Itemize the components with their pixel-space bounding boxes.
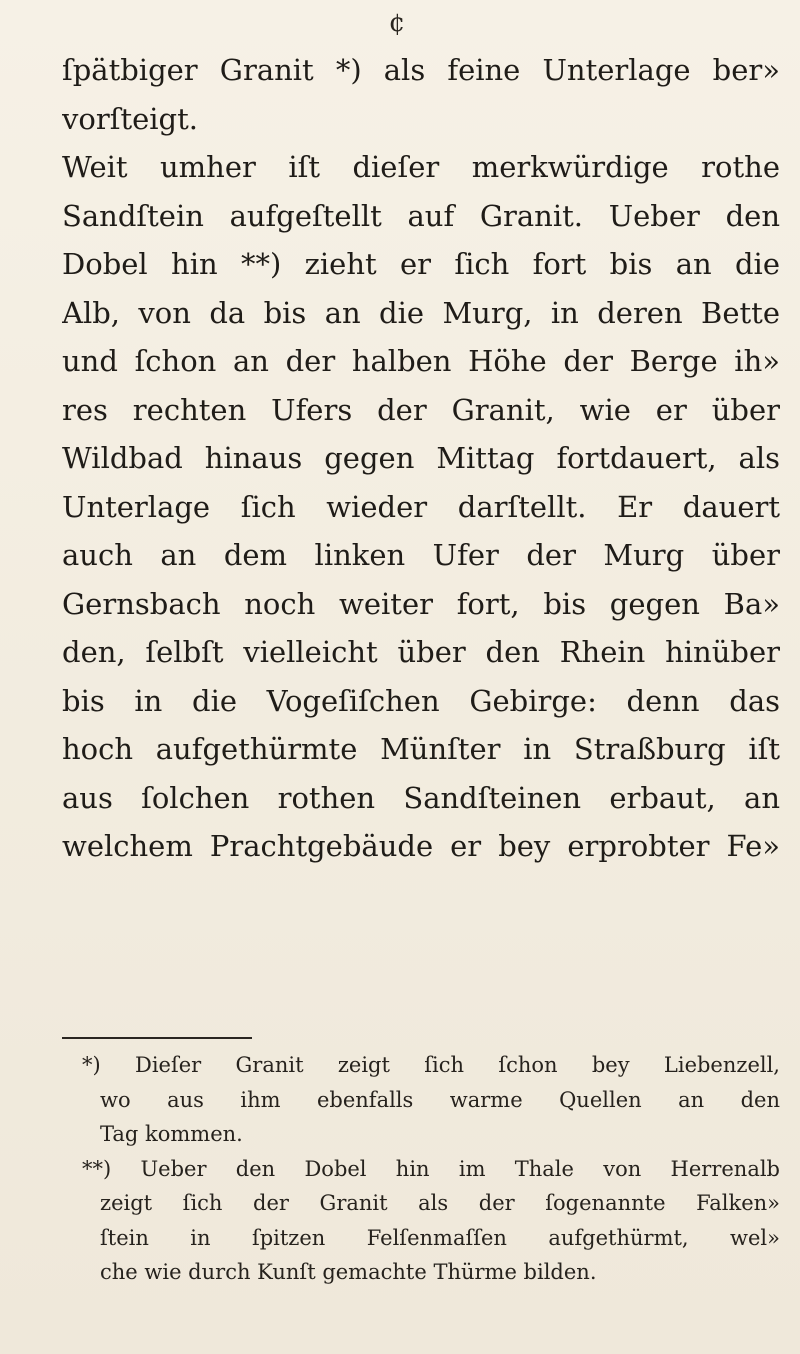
footnote-line: wo aus ihm ebenfalls warme Quellen an den xyxy=(100,1087,780,1112)
body-line: Unterlage ſich wieder darſtellt. Er dauert xyxy=(62,489,780,524)
signature-mark: ¢ xyxy=(388,8,406,38)
body-line: welchem Prachtgebäude er bey erprobter Fe» xyxy=(62,829,780,863)
footnote-line: zeigt ſich der Granit als der ſogenannte Falken» xyxy=(100,1191,780,1215)
footnote-line: ſtein in ſpitzen Felſenmaſſen aufgethürmt, wel» xyxy=(100,1225,780,1250)
body-line: bis in die Vogeſiſchen Gebirge: denn das xyxy=(62,683,780,718)
body-text xyxy=(62,46,780,871)
body-line: Wildbad hinaus gegen Mittag fortdauert, als xyxy=(62,441,780,475)
body-line: hoch aufgethürmte Münſter in Straßburg iſt xyxy=(62,732,780,766)
body-line: und ſchon an der halben Höhe der Berge ih» xyxy=(62,344,780,378)
body-line: auch an dem linken Ufer der Murg über xyxy=(62,538,780,572)
footnotes xyxy=(62,1048,780,1290)
body-line: ſpätbiger Granit *) als feine Unterlage ber» xyxy=(62,53,780,87)
body-line: den, ſelbſt vielleicht über den Rhein hinüber xyxy=(62,635,780,669)
body-line: res rechten Ufers der Granit, wie er über xyxy=(62,392,780,427)
body-line: aus ſolchen rothen Sandſteinen erbaut, an xyxy=(62,780,780,815)
footnote-divider xyxy=(62,1037,252,1039)
body-line: Dobel hin **) zieht er ſich fort bis an die xyxy=(62,247,780,281)
body-line: vorſteigt. xyxy=(62,101,198,136)
body-line: Alb, von da bis an die Murg, in deren Bette xyxy=(62,295,780,330)
body-line: Sandſtein aufgeſtellt auf Granit. Ueber den xyxy=(62,198,780,233)
footnote-line: che wie durch Kunſt gemachte Thürme bilden. xyxy=(100,1260,597,1284)
footnote-line: Tag kommen. xyxy=(100,1122,243,1146)
footnote-line: **) Ueber den Dobel hin im Thale von Herrenalb xyxy=(82,1156,780,1181)
body-line: Gernsbach noch weiter fort, bis gegen Ba» xyxy=(62,586,780,621)
footnote-line: *) Dieſer Granit zeigt ſich ſchon bey Liebenzell, xyxy=(82,1053,780,1077)
body-line: Weit umher iſt dieſer merkwürdige rothe xyxy=(62,150,780,184)
